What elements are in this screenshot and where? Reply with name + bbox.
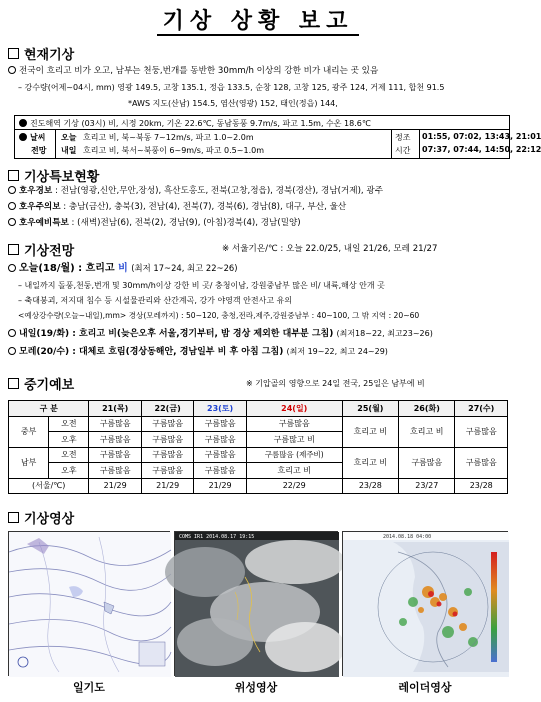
midterm-forecast-table	[8, 400, 508, 494]
svg-text:COMS IR1 2014.08.17 19:15: COMS IR1 2014.08.17 19:15	[179, 534, 255, 540]
current-summary: 전국이 흐리고 비가 오고, 남부는 천둥,번개를 동반한 30mm/h 이상의 강한 비가 내리는 곳 있음	[8, 66, 378, 77]
satellite-cloud-icon	[175, 532, 339, 677]
sea-weather-row: 진도해역 기상 (03시) 비, 시정 20km, 기온 22.6℃, 동남동풍 9.7m/s, 파고 1.5m, 수온 18.6℃	[19, 118, 371, 129]
aws-line: *AWS 지도(산남) 154.5, 염산(영광) 152, 태인(정읍) 144,	[128, 99, 338, 108]
filled-circle-icon	[19, 133, 27, 141]
filled-circle-icon	[19, 119, 27, 127]
today-detail-1: – 내일까지 돌풍,천둥,번개 및 30mm/h이상 강한 비 곳/ 충청이남, 강원중남부 많은 비/ 내륙,해상 안개 곳	[18, 281, 385, 290]
rainfall-line: – 강수량(어제~04시, mm) 영광 149.5, 고창 135.1, 정읍 133.5, 순창 128, 고창 125, 광주 124, 거제 111, 합천 91.5	[18, 83, 445, 92]
circle-bullet-icon	[8, 66, 16, 74]
caption-weather-chart: 일기도	[73, 681, 105, 694]
caption-satellite: 위성영상	[234, 681, 278, 694]
svg-text:2014.08.18 04:00: 2014.08.18 04:00	[383, 534, 432, 540]
circle-bullet-icon	[8, 218, 16, 226]
section-special-warnings: 기상특보현황	[8, 166, 99, 185]
weather-map-icon	[9, 532, 171, 677]
tomorrow-sea-forecast: 흐리고 비, 북서~북풍이 6~9m/s, 파고 0.5~1.0m	[83, 146, 264, 155]
jindo-sea-weather-box: 진도해역 기상 (03시) 비, 시정 20km, 기온 22.6℃, 동남동풍 9.7m/s, 파고 1.5m, 수온 18.6℃ 날씨 전망 오늘 흐리고 비, 북~북동 7~12m/s, 파고 1.0~2.0m 내일 흐리고 비, 북서~북풍이 6~9m/s, 파고 0.5~1.0m 정조 시간 01:55, 07:02, 13:43, 21:01 07:37, 07:44, 14:50, 22:12	[14, 115, 510, 159]
section-current-weather: 현재기상	[8, 44, 74, 63]
preliminary-heavy-rain: 호우예비특보 : (새벽)전남(6), 전북(2), 경남(9), (아침)경북(4), 경남(밀양)	[8, 218, 301, 229]
tide-times-2: 07:37, 07:44, 14:50, 22:12	[422, 145, 541, 154]
dayafter-outlook: 모레(20/수) : 대체로 흐림(경상동해안, 경남일부 비 후 아침 그침) (최저 19~22, 최고 24~29)	[8, 346, 388, 358]
tomorrow-outlook: 내일(19/화) : 흐리고 비(늦은오후 서울,경기부터, 밤 경상 제외한 대부분 그침) (최저18~22, 최고23~26)	[8, 328, 433, 340]
advisory-heavy-rain: 호우주의보 : 충남(금산), 충북(3), 전남(4), 전북(7), 경북(6), 경남(8), 대구, 부산, 울산	[8, 202, 346, 213]
table-header-row: 구 분 21(목) 22(금) 23(토) 24(일) 25(월) 26(화) 27(수)	[9, 401, 508, 417]
radar-image	[342, 531, 508, 676]
seoul-temperature: ※ 서울기온/℃ : 오늘 22.0/25, 내일 21/26, 모레 21/27	[222, 244, 438, 254]
satellite-image	[174, 531, 338, 676]
table-row: 오후 구름많음 구름많음 구름많음 구름많고 비	[9, 432, 508, 448]
table-row: 오후 구름많음 구름많음 구름많음 흐리고 비	[9, 463, 508, 479]
table-row: (서울/℃) 21/29 21/29 21/29 22/29 23/28 23/27 23/28	[9, 478, 508, 494]
expected-rainfall: <예상강수량(오늘~내일),mm> 경상(모레까지) : 50~120, 충청,전라,제주,강원중남부 : 40~100, 그 밖 지역 : 20~60	[18, 311, 420, 320]
square-bullet-icon	[8, 48, 19, 59]
circle-bullet-icon	[8, 186, 16, 194]
warning-heavy-rain: 호우경보 : 전남(영광,신안,무안,장성), 흑산도홍도, 전북(고창,정읍), 경북(경산), 경남(거제), 광주	[8, 186, 383, 197]
square-bullet-icon	[8, 378, 19, 389]
today-detail-2: – 축대붕괴, 저지대 침수 등 시설물관리와 산간계곡, 강가 야영객 안전사고 유의	[18, 296, 293, 305]
square-bullet-icon	[8, 244, 19, 255]
circle-bullet-icon	[8, 264, 16, 272]
section-midterm: 중기예보	[8, 374, 74, 393]
square-bullet-icon	[8, 512, 19, 523]
circle-bullet-icon	[8, 329, 16, 337]
table-row: 남부 오전 구름많음 구름많음 구름많음 구름많음 (제주비) 흐리고 비 구름많음 구름많음	[9, 447, 508, 463]
caption-radar: 레이더영상	[398, 681, 452, 694]
tide-times: 01:55, 07:02, 13:43, 21:01	[422, 132, 541, 141]
today-sea-forecast: 흐리고 비, 북~북동 7~12m/s, 파고 1.0~2.0m	[83, 133, 254, 142]
page-title: 기상 상황 보고	[0, 4, 516, 35]
circle-bullet-icon	[8, 202, 16, 210]
square-bullet-icon	[8, 170, 19, 181]
radar-map-icon	[343, 532, 509, 677]
table-row: 중부 오전 구름많음 구름많음 구름많음 구름많음 흐리고 비 흐리고 비 구름많음	[9, 416, 508, 432]
midterm-note: ※ 기압골의 영향으로 24일 전국, 25일은 남부에 비	[246, 379, 425, 388]
section-outlook: 기상전망	[8, 240, 74, 259]
circle-bullet-icon	[8, 347, 16, 355]
weather-chart-image	[8, 531, 170, 676]
today-outlook: 오늘(18/월) : 흐리고 비 (최저 17~24, 최고 22~26)	[8, 263, 238, 274]
section-images: 기상영상	[8, 508, 74, 527]
